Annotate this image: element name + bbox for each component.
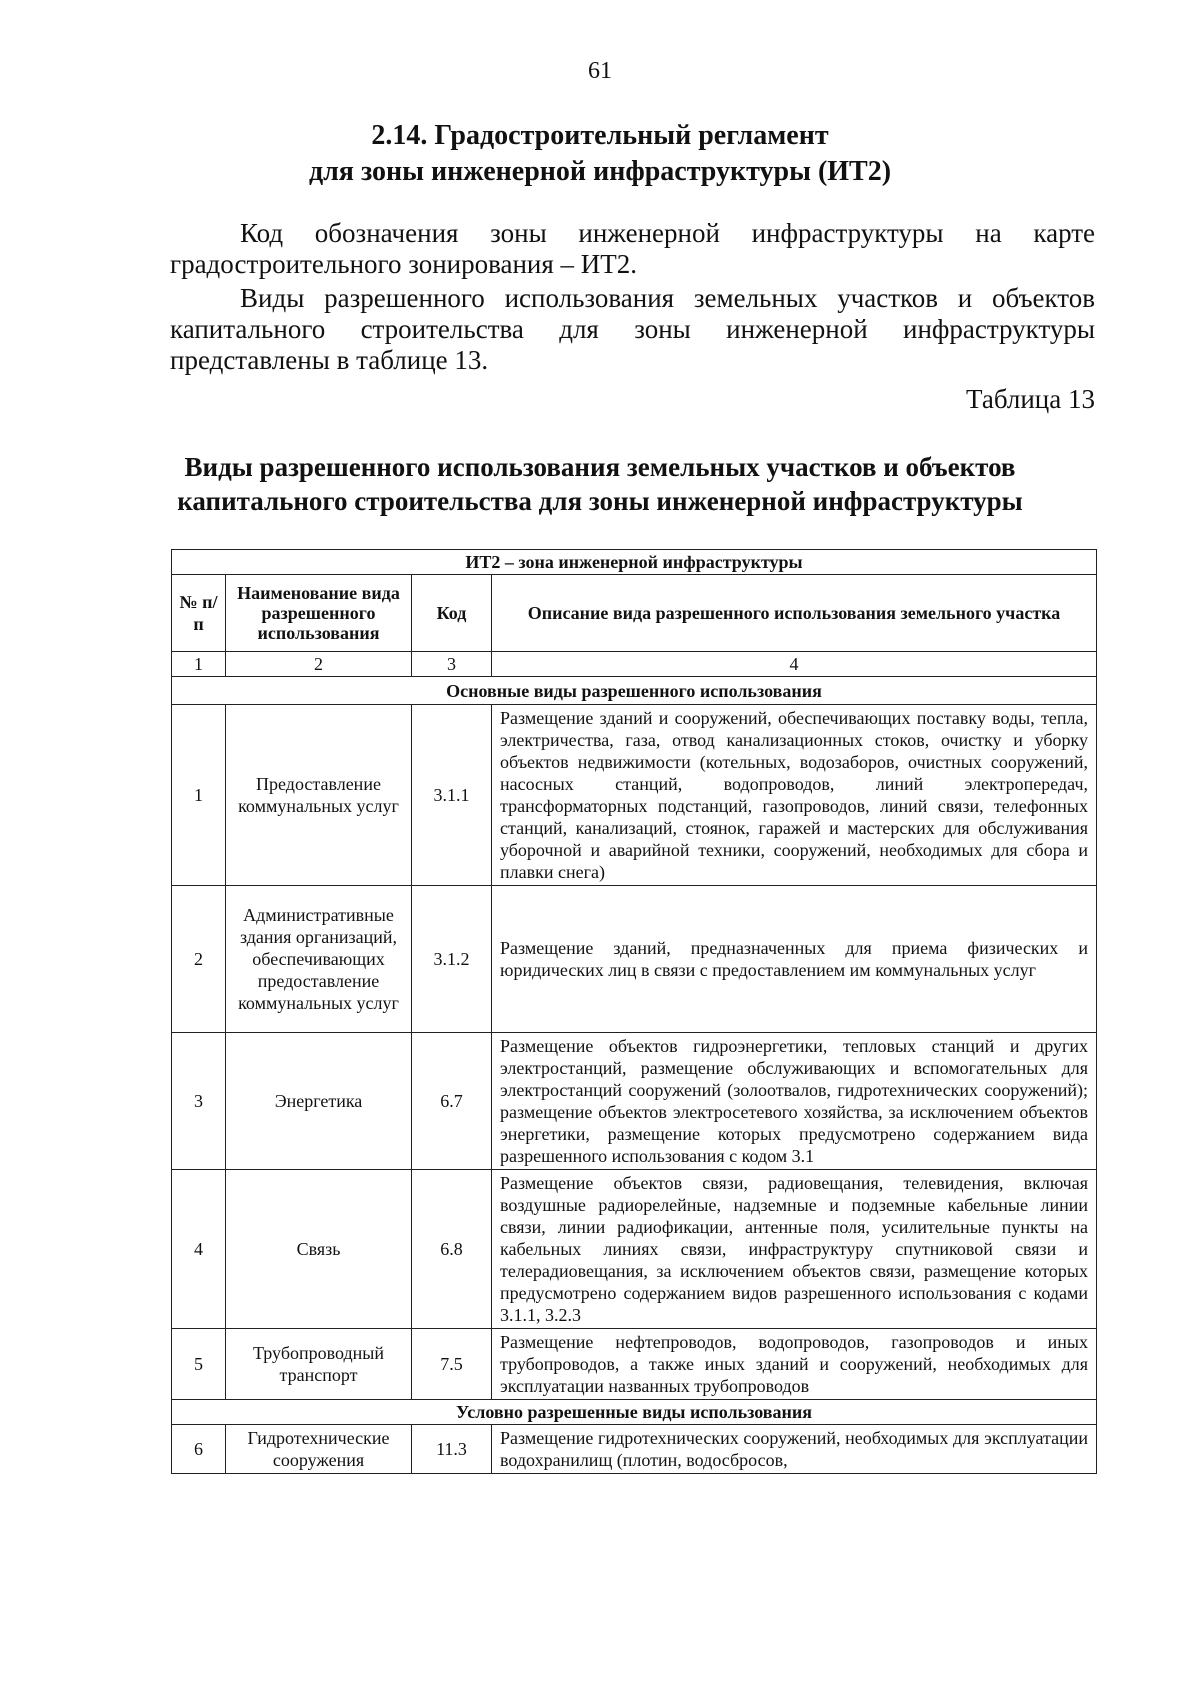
row-code: 3.1.2 bbox=[412, 886, 492, 1033]
land-use-table bbox=[171, 549, 1097, 1474]
row-name: Трубопроводный транспорт bbox=[226, 1329, 412, 1400]
paragraph-zone-code bbox=[170, 218, 1095, 280]
table-row bbox=[172, 886, 1097, 1033]
row-name: Административные здания организаций, обеспечивающих предоставление коммунальных услуг bbox=[226, 886, 412, 1033]
row-name: Предоставление коммунальных услуг bbox=[226, 705, 412, 886]
table-title-line1: Виды разрешенного использования земельных участков и объектов bbox=[184, 452, 1016, 482]
header-number: № п/п bbox=[172, 575, 226, 652]
section-title-line1: 2.14. Градостроительный регламент bbox=[371, 120, 829, 151]
row-name: Гидротехнические сооружения bbox=[226, 1425, 412, 1474]
row-name: Энергетика bbox=[226, 1033, 412, 1170]
table-row bbox=[172, 1425, 1097, 1474]
row-code: 7.5 bbox=[412, 1329, 492, 1400]
header-description: Описание вида разрешенного использования земельного участка bbox=[492, 575, 1097, 652]
row-code: 3.1.1 bbox=[412, 705, 492, 886]
paragraph-table-reference bbox=[170, 283, 1095, 376]
table-row bbox=[172, 1329, 1097, 1400]
table-row bbox=[172, 705, 1097, 886]
column-number-2: 2 bbox=[226, 652, 412, 677]
row-description: Размещение нефтепроводов, водопроводов, газопроводов и иных трубопроводов, а также иных зданий и сооружений, необходимых для эксплуатации названных трубопроводов bbox=[492, 1329, 1097, 1400]
column-number-1: 1 bbox=[172, 652, 226, 677]
row-number: 4 bbox=[172, 1170, 226, 1329]
row-code: 11.3 bbox=[412, 1425, 492, 1474]
row-name: Связь bbox=[226, 1170, 412, 1329]
header-name: Наименование вида разрешенного использования bbox=[226, 575, 412, 652]
page-number: 61 bbox=[588, 58, 612, 84]
zone-header: ИТ2 – зона инженерной инфраструктуры bbox=[172, 550, 1097, 575]
row-code: 6.8 bbox=[412, 1170, 492, 1329]
section-title-line2: для зоны инженерной инфраструктуры (ИТ2) bbox=[308, 156, 892, 187]
row-number: 1 bbox=[172, 705, 226, 886]
row-code: 6.7 bbox=[412, 1033, 492, 1170]
table-title bbox=[0, 450, 1200, 518]
table-row bbox=[172, 1170, 1097, 1329]
table-caption: Таблица 13 bbox=[966, 384, 1095, 414]
row-number: 2 bbox=[172, 886, 226, 1033]
table-title-line2: капитального строительства для зоны инженерной инфраструктуры bbox=[177, 486, 1023, 516]
row-description: Размещение объектов связи, радиовещания, телевидения, включая воздушные радиорелейные, надземные и подземные кабельные линии связи, линии радиофикации, антенные поля, усилительные пункты на кабельных линиях связи, инфраструктуру спутниковой связи и телерадиовещания, за исключением объектов связи, размещение которых предусмотрено содержанием видов разрешенного использования с кодами 3.1.1, 3.2.3 bbox=[492, 1170, 1097, 1329]
row-number: 6 bbox=[172, 1425, 226, 1474]
section-conditional-uses: Условно разрешенные виды использования bbox=[172, 1400, 1097, 1425]
row-description: Размещение объектов гидроэнергетики, тепловых станций и других электростанций, размещение обслуживающих и вспомогательных для электростанций сооружений (золоотвалов, гидротехнических сооружений); размещение объектов электросетевого хозяйства, за исключением объектов энергетики, размещение которых предусмотрено содержанием вида разрешенного использования с кодом 3.1 bbox=[492, 1033, 1097, 1170]
section-main-uses: Основные виды разрешенного использования bbox=[172, 677, 1097, 705]
column-number-4: 4 bbox=[492, 652, 1097, 677]
paragraph-table-reference-text: Виды разрешенного использования земельных участков и объектов капитального строительства для зоны инженерной инфраструктуры представлены в таблице 13. bbox=[170, 283, 1095, 375]
table-row bbox=[172, 1033, 1097, 1170]
row-description: Размещение гидротехнических сооружений, необходимых для эксплуатации водохранилищ (плотин, водосбросов, bbox=[492, 1425, 1097, 1474]
column-number-3: 3 bbox=[412, 652, 492, 677]
section-title bbox=[0, 118, 1200, 190]
row-description: Размещение зданий, предназначенных для приема физических и юридических лиц в связи с предоставлением им коммунальных услуг bbox=[492, 886, 1097, 1033]
row-number: 5 bbox=[172, 1329, 226, 1400]
paragraph-zone-code-text: Код обозначения зоны инженерной инфраструктуры на карте градостроительного зонирования – ИТ2. bbox=[170, 218, 1095, 279]
row-description: Размещение зданий и сооружений, обеспечивающих поставку воды, тепла, электричества, газа, отвод канализационных стоков, очистку и уборку объектов недвижимости (котельных, водозаборов, очистных сооружений, насосных станций, водопроводов, линий электропередач, трансформаторных подстанций, газопроводов, линий связи, телефонных станций, канализаций, стоянок, гаражей и мастерских для обслуживания уборочной и аварийной техники, сооружений, необходимых для сбора и плавки снега) bbox=[492, 705, 1097, 886]
header-code: Код bbox=[412, 575, 492, 652]
row-number: 3 bbox=[172, 1033, 226, 1170]
